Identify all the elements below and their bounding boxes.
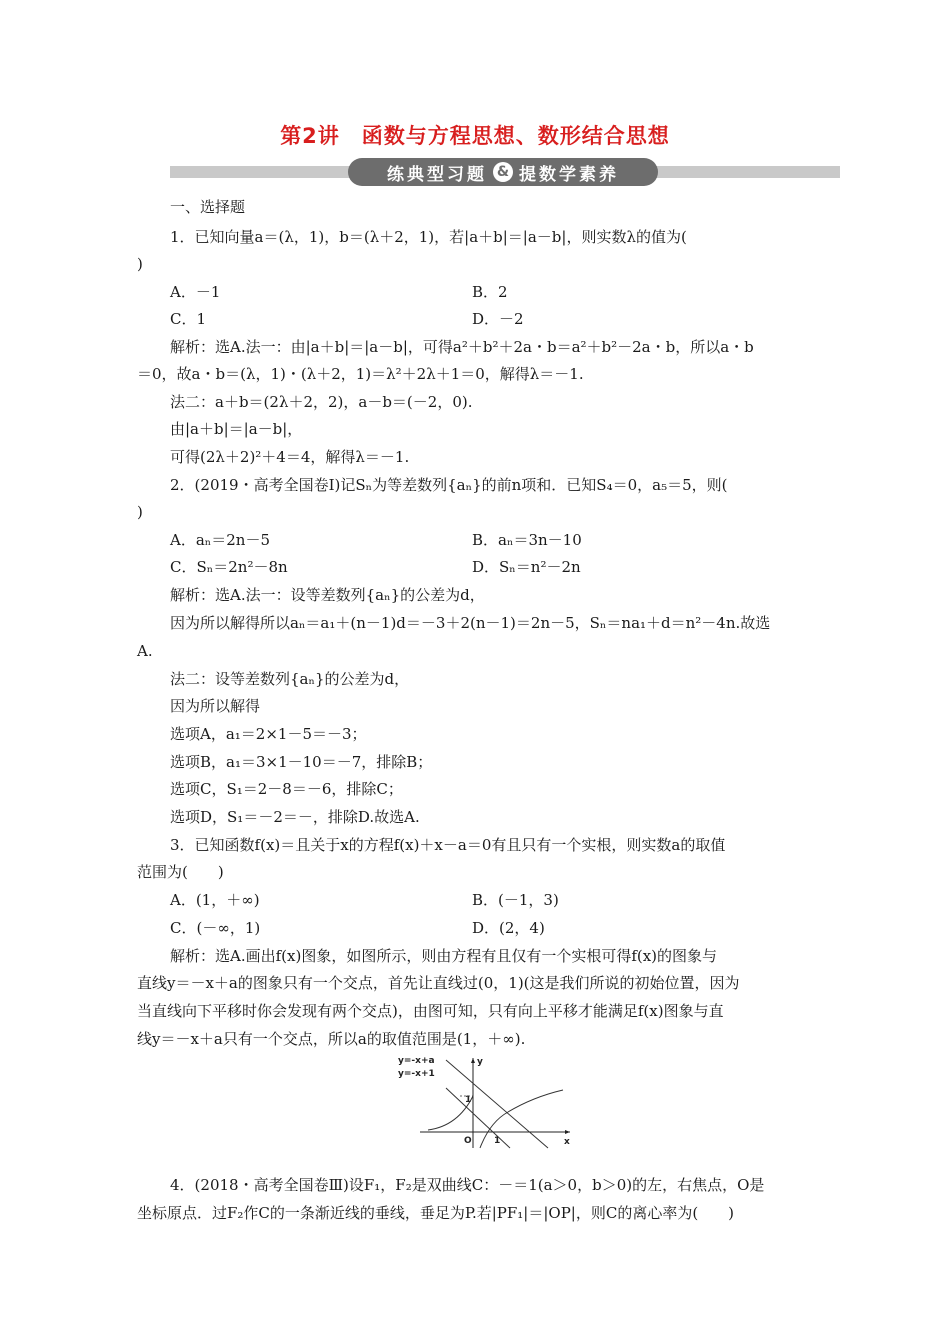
banner-divider-right	[655, 166, 840, 178]
banner-left-text: 练典型习题	[387, 164, 487, 185]
q1-solution-line: 法二：a＋b＝(2λ＋2，2)，a－b＝(－2，0).	[170, 393, 473, 411]
page-title: 第2讲 函数与方程思想、数形结合思想	[280, 124, 670, 148]
q2-solution-line: 选项B，a₁＝3×1－10＝－7，排除B；	[170, 753, 433, 771]
q2-solution-line: 选项D，S₁＝－2＝－，排除D.故选A.	[170, 808, 420, 826]
label-tick-x: 1	[494, 1136, 501, 1146]
q2-solution-line: 选项C，S₁＝2－8＝－6，排除C；	[170, 780, 403, 798]
q2-option-d: D．Sₙ＝n²－2n	[472, 558, 581, 576]
q3-solution-line: 直线y＝－x＋a的图象只有一个交点，首先让直线过(0，1)(这是我们所说的初始位置，因为	[137, 974, 740, 992]
q2-solution-line: 解析：选A.法一：设等差数列{aₙ}的公差为d，	[170, 586, 485, 604]
banner-right-text: 提数学素养	[519, 164, 619, 185]
question-2-stem-end: )	[137, 503, 143, 521]
q2-solution-line: 因为所以解得所以aₙ＝a₁＋(n－1)d＝－3＋2(n－1)＝2n－5，Sₙ＝na₁＋d＝n²－4n.故选	[170, 614, 771, 632]
q2-solution-line: A.	[137, 642, 153, 660]
q1-option-a: A．－1	[170, 283, 221, 301]
q1-solution-line: 由|a＋b|＝|a－b|，	[170, 420, 303, 438]
label-line-a: y=-x+a	[398, 1056, 435, 1066]
question-3-stem-end: 范围为( )	[137, 863, 224, 881]
q3-option-a: A．(1，＋∞)	[170, 891, 260, 909]
ampersand-icon: &	[493, 162, 513, 182]
curve-right-branch	[480, 1090, 563, 1148]
q2-option-b: B．aₙ＝3n－10	[472, 531, 582, 549]
q3-option-b: B．(－1，3)	[472, 891, 559, 909]
section-banner	[348, 158, 658, 186]
banner-divider-left	[170, 166, 350, 178]
q2-solution-line: 因为所以解得	[170, 697, 261, 715]
q1-solution-line: 解析：选A.法一：由|a＋b|＝|a－b|，可得a²＋b²＋2a・b＝a²＋b²－2a・b，所以a・b	[170, 338, 754, 356]
q1-option-c: C．1	[170, 310, 207, 328]
question-1-stem: 1．已知向量a＝(λ，1)，b＝(λ＋2，1)，若|a＋b|＝|a－b|，则实数λ的值为(	[170, 228, 687, 246]
question-4-stem-end: 坐标原点．过F₂作C的一条渐近线的垂线，垂足为P.若|PF₁|＝|OP|，则C的离心率为( )	[137, 1204, 735, 1222]
q2-solution-line: 法二：设等差数列{aₙ}的公差为d，	[170, 670, 410, 688]
q3-solution-line: 解析：选A.画出f(x)图象，如图所示，则由方程有且仅有一个实根可得f(x)的图象与	[170, 947, 718, 965]
q2-solution-line: 选项A，a₁＝2×1－5＝－3；	[170, 725, 367, 743]
section-heading: 一、选择题	[170, 198, 246, 216]
question-4-stem: 4．(2018・高考全国卷Ⅲ)设F₁，F₂是双曲线C：－＝1(a＞0，b＞0)的左，右焦点，O是	[170, 1176, 765, 1194]
label-origin: O	[464, 1136, 472, 1146]
q1-option-b: B．2	[472, 283, 508, 301]
label-tick-y: 1	[465, 1095, 472, 1105]
q3-option-c: C．(－∞，1)	[170, 919, 261, 937]
function-graph-figure	[398, 1052, 578, 1152]
q2-option-c: C．Sₙ＝2n²－8n	[170, 558, 288, 576]
q3-solution-line: 线y＝－x＋a只有一个交点，所以a的取值范围是(1，＋∞).	[137, 1030, 526, 1048]
q3-option-d: D．(2，4)	[472, 919, 545, 937]
y-axis-arrow-icon	[471, 1058, 475, 1063]
label-line-1: y=-x+1	[398, 1069, 435, 1079]
q1-solution-line: 可得(2λ＋2)²＋4＝4，解得λ＝－1.	[170, 448, 410, 466]
question-3-stem: 3．已知函数f(x)＝且关于x的方程f(x)＋x－a＝0有且只有一个实根，则实数a的取值	[170, 836, 726, 854]
x-axis-arrow-icon	[565, 1130, 570, 1134]
q3-solution-line: 当直线向下平移时你会发现有两个交点)，由图可知，只有向上平移才能满足f(x)图象与直	[137, 1002, 724, 1020]
q1-solution-line: ＝0，故a・b＝(λ，1)・(λ＋2，1)＝λ²＋2λ＋1＝0，解得λ＝－1.	[137, 365, 584, 383]
line-y-neg-x-plus-a	[446, 1060, 548, 1148]
question-2-stem: 2．(2019・高考全国卷Ⅰ)记Sₙ为等差数列{aₙ}的前n项和．已知S₄＝0，a₅＝5，则(	[170, 476, 728, 494]
label-x-axis: x	[564, 1137, 570, 1147]
label-y-axis: y	[477, 1057, 483, 1067]
q2-option-a: A．aₙ＝2n－5	[170, 531, 271, 549]
q1-option-d: D．－2	[472, 310, 524, 328]
question-1-stem-end: )	[137, 255, 143, 273]
